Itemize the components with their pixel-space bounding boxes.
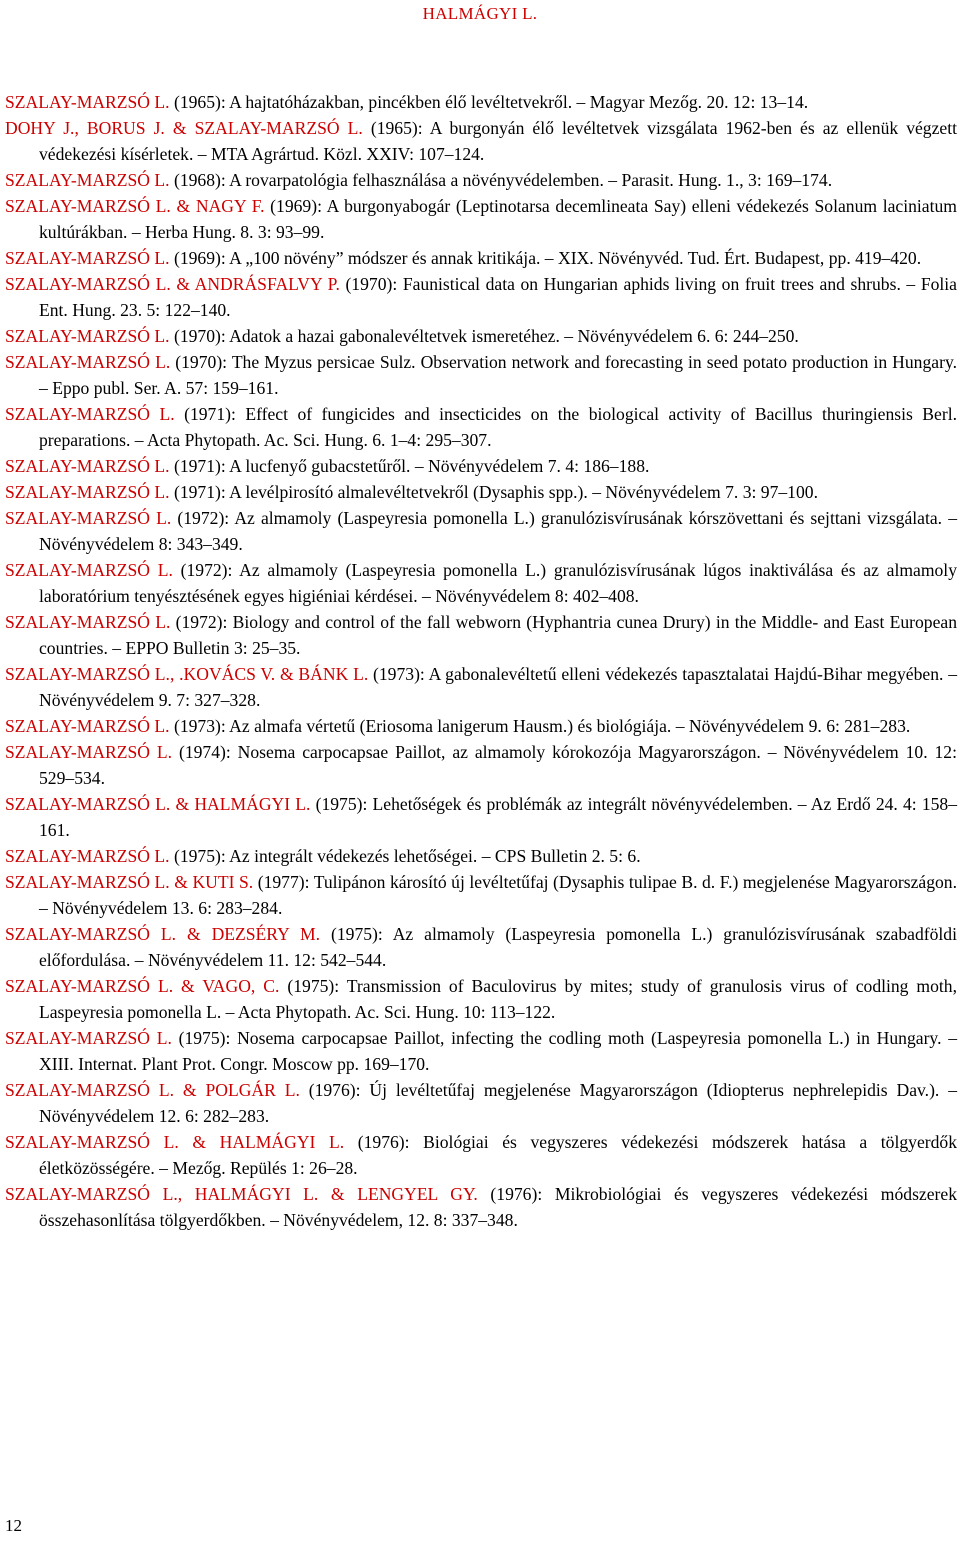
reference-text: (1975): Lehetőségek és problémák az integrált növényvédelemben. – Az Erdő 24. 4: 158–161. <box>39 794 958 840</box>
reference-entry <box>5 479 957 505</box>
reference-entry <box>5 167 957 193</box>
reference-authors: SZALAY-MARZSÓ L. <box>5 846 170 866</box>
reference-authors: SZALAY-MARZSÓ L. <box>5 326 170 346</box>
reference-text: (1971): Effect of fungicides and insecticides on the biological activity of Bacillus thuringiensis Berl. preparations. – Acta Phytopath. Ac. Sci. Hung. 6. 1–4: 295–307. <box>39 404 958 450</box>
reference-authors: SZALAY-MARZSÓ L. <box>5 560 173 580</box>
reference-authors: SZALAY-MARZSÓ L. & HALMÁGYI L. <box>5 1132 345 1152</box>
reference-entry <box>5 713 957 739</box>
reference-entry <box>5 1129 957 1181</box>
reference-authors: SZALAY-MARZSÓ L. <box>5 508 172 528</box>
reference-authors: SZALAY-MARZSÓ L. & VAGO, C. <box>5 976 280 996</box>
reference-authors: SZALAY-MARZSÓ L. <box>5 612 171 632</box>
reference-authors: SZALAY-MARZSÓ L. <box>5 456 170 476</box>
reference-authors: SZALAY-MARZSÓ L., .KOVÁCS V. & BÁNK L. <box>5 664 369 684</box>
reference-authors: SZALAY-MARZSÓ L. <box>5 1028 172 1048</box>
reference-authors: SZALAY-MARZSÓ L. <box>5 248 170 268</box>
reference-authors: SZALAY-MARZSÓ L. <box>5 170 170 190</box>
reference-list <box>5 89 957 1233</box>
reference-authors: SZALAY-MARZSÓ L. & HALMÁGYI L. <box>5 794 311 814</box>
reference-entry <box>5 791 957 843</box>
reference-text: (1973): Az almafa vértetű (Eriosoma lanigerum Hausm.) és biológiája. – Növényvédelem 9. 6: 281–283. <box>169 716 911 736</box>
reference-entry <box>5 661 957 713</box>
reference-entry <box>5 1077 957 1129</box>
reference-text: (1968): A rovarpatológia felhasználása a növényvédelemben. – Parasit. Hung. 1., 3: 169–174. <box>169 170 833 190</box>
reference-entry <box>5 973 957 1025</box>
page-number: 12 <box>5 1516 22 1535</box>
reference-authors: SZALAY-MARZSÓ L. <box>5 404 175 424</box>
reference-text: (1974): Nosema carpocapsae Paillot, az almamoly kórokozója Magyarországon. – Növényvédelem 10. 12: 529–534. <box>39 742 957 788</box>
reference-text: (1976): Mikrobiológiai és vegyszeres védekezési módszerek összehasonlítása tölgyerdőkben. – Növényvédelem, 12. 8: 337–348. <box>39 1184 958 1230</box>
reference-text: (1972): Biology and control of the fall webworn (Hyphantria cunea Drury) in the Middle- and East European countries. – EPPO Bulletin 3: 25–35. <box>39 612 957 658</box>
reference-authors: SZALAY-MARZSÓ L. & DEZSÉRY M. <box>5 924 321 944</box>
reference-entry <box>5 115 957 167</box>
reference-entry <box>5 505 957 557</box>
reference-text: (1970): The Myzus persicae Sulz. Observation network and forecasting in seed potato production in Hungary. – Eppo publ. Ser. A. 57: 159–161. <box>39 352 957 398</box>
reference-entry <box>5 323 957 349</box>
reference-entry <box>5 1181 957 1233</box>
reference-entry <box>5 245 957 271</box>
reference-entry <box>5 609 957 661</box>
reference-authors: SZALAY-MARZSÓ L. & POLGÁR L. <box>5 1080 300 1100</box>
reference-entry <box>5 1025 957 1077</box>
reference-entry <box>5 349 957 401</box>
reference-text: (1976): Biológiai és vegyszeres védekezési módszerek hatása a tölgyerdők életközösségére. – Mezőg. Repülés 1: 26–28. <box>39 1132 958 1178</box>
reference-text: (1969): A „100 növény” módszer és annak kritikája. – XIX. Növényvéd. Tud. Ért. Budapest, pp. 419–420. <box>169 248 922 268</box>
reference-text: (1975): Nosema carpocapsae Paillot, infecting the codling moth (Laspeyresia pomonella L.) in Hungary. – XIII. Internat. Plant Prot. Congr. Moscow pp. 169–170. <box>39 1028 957 1074</box>
reference-authors: SZALAY-MARZSÓ L. & KUTI S. <box>5 872 254 892</box>
reference-entry <box>5 557 957 609</box>
reference-authors: SZALAY-MARZSÓ L. <box>5 92 170 112</box>
reference-entry <box>5 271 957 323</box>
reference-authors: SZALAY-MARZSÓ L. <box>5 716 170 736</box>
reference-text: (1969): A burgonyabogár (Leptinotarsa decemlineata Say) elleni védekezés Solanum laciniatum kultúrákban. – Herba Hung. 8. 3: 93–99. <box>39 196 957 242</box>
reference-authors: SZALAY-MARZSÓ L. <box>5 482 170 502</box>
reference-text: (1975): Az integrált védekezés lehetőségei. – CPS Bulletin 2. 5: 6. <box>169 846 641 866</box>
reference-text: (1977): Tulipánon károsító új levéltetűfaj (Dysaphis tulipae B. d. F.) megjelenése Magyarországon. – Növényvédelem 13. 6: 283–284. <box>39 872 958 918</box>
reference-text: (1970): Faunistical data on Hungarian aphids living on fruit trees and shrubs. – Folia Ent. Hung. 23. 5: 122–140. <box>39 274 957 320</box>
reference-authors: SZALAY-MARZSÓ L. <box>5 742 173 762</box>
reference-entry <box>5 89 957 115</box>
reference-text: (1973): A gabonalevéltetű elleni védekezés tapasztalatai Hajdú-Bihar megyében. – Növényvédelem 9. 7: 327–328. <box>39 664 957 710</box>
reference-text: (1972): Az almamoly (Laspeyresia pomonella L.) granulózisvírusának kórszövettani és sejttani vizsgálata. – Növényvédelem 8: 343–349. <box>39 508 957 554</box>
reference-authors: DOHY J., BORUS J. & SZALAY-MARZSÓ L. <box>5 118 363 138</box>
reference-text: (1971): A lucfenyő gubacstetűről. – Növényvédelem 7. 4: 186–188. <box>169 456 650 476</box>
reference-text: (1970): Adatok a hazai gabonalevéltetvek ismeretéhez. – Növényvédelem 6. 6: 244–250. <box>169 326 799 346</box>
reference-entry <box>5 843 957 869</box>
reference-text: (1976): Új levéltetűfaj megjelenése Magyarországon (Idiopterus nephrelepidis Dav.). – Növényvédelem 12. 6: 282–283. <box>39 1080 957 1126</box>
reference-text: (1975): Az almamoly (Laspeyresia pomonella L.) granulózisvírusának szabadföldi előfordulása. – Növényvédelem 11. 12: 542–544. <box>39 924 957 970</box>
reference-authors: SZALAY-MARZSÓ L. <box>5 352 171 372</box>
reference-entry <box>5 193 957 245</box>
reference-entry <box>5 869 957 921</box>
reference-entry <box>5 453 957 479</box>
running-header: HALMÁGYI L. <box>422 4 538 23</box>
reference-text: (1972): Az almamoly (Laspeyresia pomonella L.) granulózisvírusának lúgos inaktiválása és az almamoly laboratórium tenyésztésének egyes higiéniai kérdései. – Növényvédelem 8: 402–408. <box>39 560 957 606</box>
reference-authors: SZALAY-MARZSÓ L. & ANDRÁSFALVY P. <box>5 274 340 294</box>
reference-entry <box>5 739 957 791</box>
reference-text: (1965): A hajtatóházakban, pincékben élő levéltetvekről. – Magyar Mezőg. 20. 12: 13–14. <box>169 92 809 112</box>
reference-authors: SZALAY-MARZSÓ L. & NAGY F. <box>5 196 265 216</box>
reference-authors: SZALAY-MARZSÓ L., HALMÁGYI L. & LENGYEL GY. <box>5 1184 478 1204</box>
reference-text: (1975): Transmission of Baculovirus by mites; study of granulosis virus of codling moth, Laspeyresia pomonella L. – Acta Phytopath. Ac. Sci. Hung. 10: 113–122. <box>39 976 957 1022</box>
reference-entry <box>5 921 957 973</box>
reference-entry <box>5 401 957 453</box>
reference-text: (1971): A levélpirosító almalevéltetvekről (Dysaphis spp.). – Növényvédelem 7. 3: 97–100. <box>169 482 818 502</box>
reference-text: (1965): A burgonyán élő levéltetvek vizsgálata 1962-ben és az ellenük végzett védekezési kísérletek. – MTA Agrártud. Közl. XXIV: 107–124. <box>39 118 957 164</box>
